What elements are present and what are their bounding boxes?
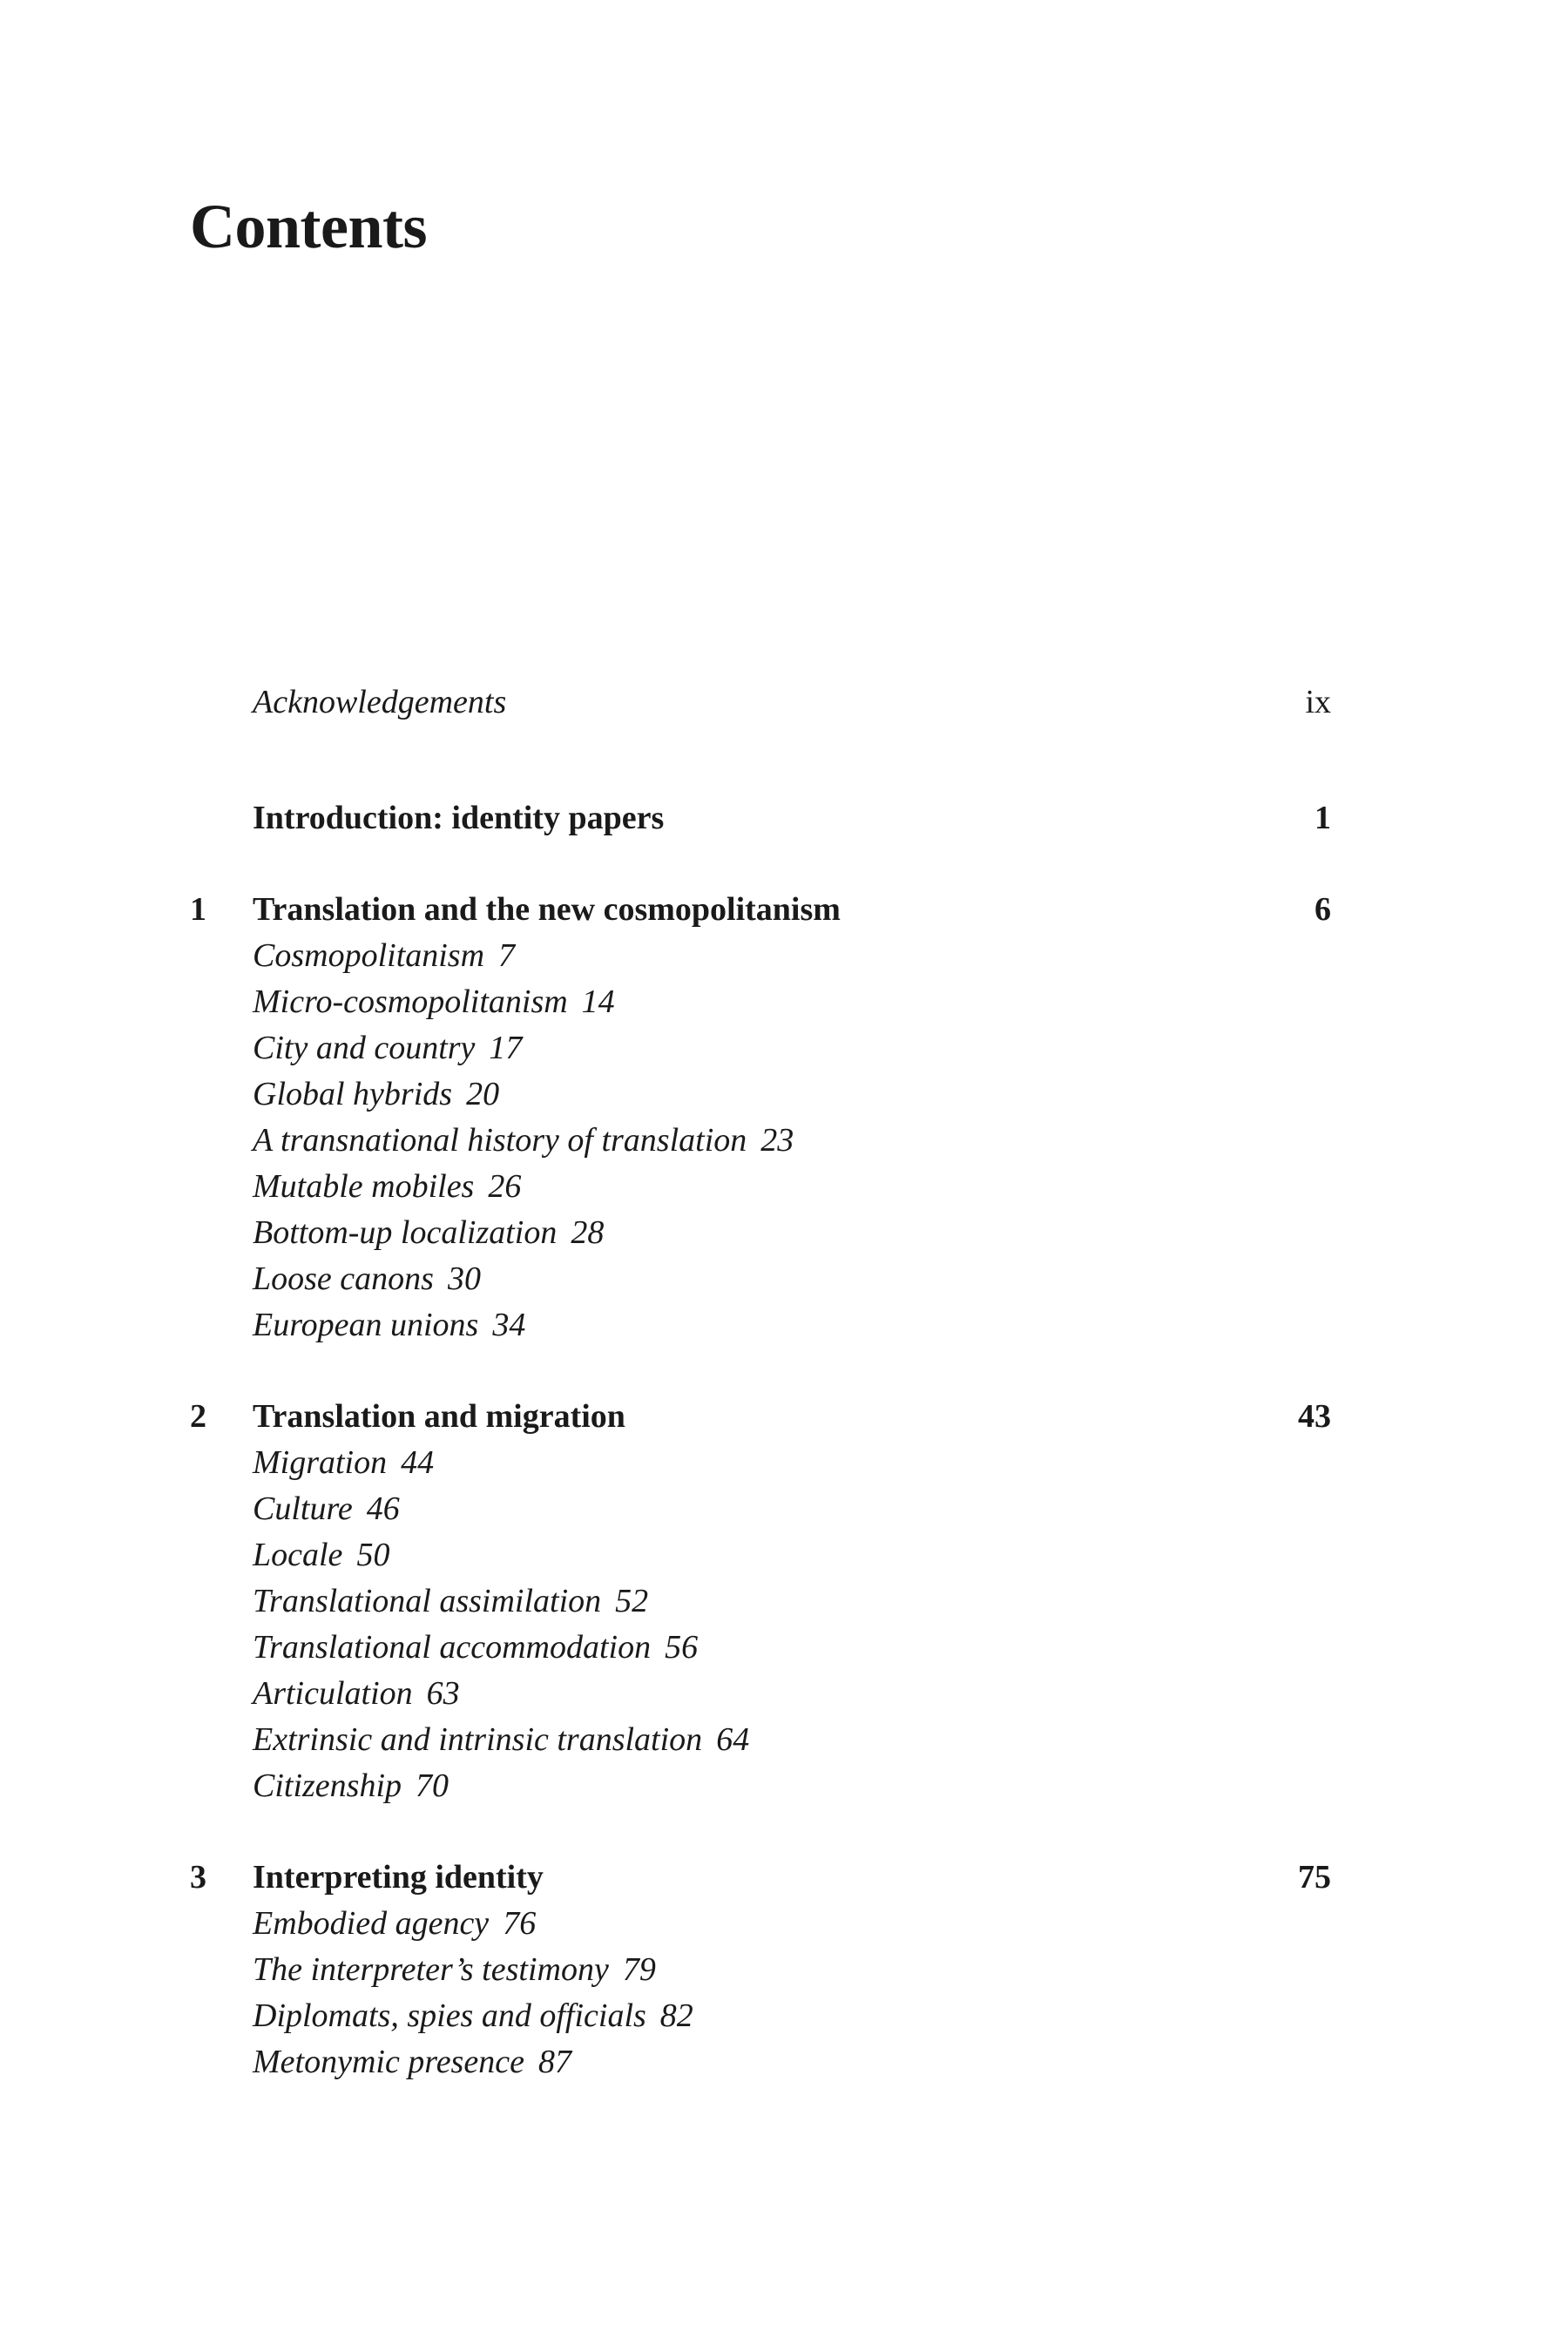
section-page: 82 [659,1997,693,2034]
chapter-title: Interpreting identity [253,1859,544,1896]
section-title [253,1486,400,1532]
section-page: 34 [492,1307,526,1343]
section-title-text: Translational accommodation [253,1629,652,1666]
section-title-text: Citizenship [253,1767,402,1804]
chapter-heading[interactable] [190,887,1331,933]
toc-entry-introduction[interactable] [190,795,1331,841]
section-page: 52 [615,1583,649,1619]
section-entry[interactable] [190,1210,1331,1256]
section-title-text: Mutable mobiles [253,1168,475,1205]
section-entry[interactable] [190,1763,1331,1809]
chapter-title: Translation and the new cosmopolitanism [253,891,841,928]
toc-entry-acknowledgements[interactable] [190,679,1331,726]
chapter-page: 75 [1298,1859,1331,1896]
section-page: 26 [488,1168,522,1205]
chapter-heading[interactable] [190,1394,1331,1440]
section-entry[interactable] [190,933,1331,979]
section-page: 14 [581,983,615,1020]
section-entry[interactable] [190,2039,1331,2085]
section-title-text: Extrinsic and intrinsic translation [253,1721,703,1758]
section-entry[interactable] [190,1302,1331,1348]
page-title: Contents [190,192,428,261]
section-entry[interactable] [190,1671,1331,1717]
section-entry[interactable] [190,1486,1331,1532]
section-title [253,1440,434,1486]
section-title-text: A transnational history of translation [253,1122,747,1159]
section-entry[interactable] [190,1717,1331,1763]
section-title [253,1118,794,1164]
section-title [253,1164,521,1210]
section-title-text: Culture [253,1490,353,1527]
chapter-heading[interactable] [190,1855,1331,1901]
section-page: 63 [426,1675,460,1712]
section-page: 76 [503,1905,537,1942]
entry-title: Introduction: identity papers [253,800,665,836]
section-page: 46 [366,1490,400,1527]
chapter-page: 6 [1315,891,1331,928]
section-entry[interactable] [190,1993,1331,2039]
section-page: 70 [416,1767,449,1804]
section-title-text: Diplomats, spies and officials [253,1997,646,2034]
section-title-text: European unions [253,1307,479,1343]
section-title-text: Micro-cosmopolitanism [253,983,568,1020]
section-entry[interactable] [190,1532,1331,1578]
section-page: 30 [447,1260,481,1297]
entry-title: Acknowledgements [253,684,507,720]
section-page: 87 [537,2044,571,2080]
section-title-text: Global hybrids [253,1076,453,1112]
section-title-text: Translational assimilation [253,1583,602,1619]
section-page: 20 [466,1076,500,1112]
section-entry[interactable] [190,1947,1331,1993]
section-page: 44 [401,1444,435,1481]
section-title [253,1993,693,2039]
section-page: 28 [571,1214,605,1251]
section-entry[interactable] [190,1440,1331,1486]
section-title [253,1578,648,1625]
section-entry[interactable] [190,1071,1331,1118]
entry-page: ix [1305,684,1331,720]
section-entry[interactable] [190,1025,1331,1071]
section-title [253,1625,698,1671]
table-of-contents [190,679,1331,2085]
section-title-text: Migration [253,1444,388,1481]
section-title [253,1763,449,1809]
section-title-text: Embodied agency [253,1905,490,1942]
section-title-text: Metonymic presence [253,2044,524,2080]
section-entry[interactable] [190,979,1331,1025]
section-title [253,2039,571,2085]
section-entry[interactable] [190,1901,1331,1947]
entry-page: 1 [1315,800,1331,836]
section-entry[interactable] [190,1578,1331,1625]
section-title [253,1025,522,1071]
section-page: 64 [716,1721,750,1758]
section-title-text: Articulation [253,1675,413,1712]
section-page: 56 [665,1629,699,1666]
section-title [253,1071,499,1118]
section-entry[interactable] [190,1256,1331,1302]
section-title-text: City and country [253,1030,476,1066]
section-title-text: Loose canons [253,1260,434,1297]
chapter-title: Translation and migration [253,1398,625,1435]
section-page: 50 [356,1537,390,1573]
chapter-number: 1 [190,891,206,928]
section-title [253,1210,604,1256]
chapter-number: 3 [190,1859,206,1896]
section-entry[interactable] [190,1118,1331,1164]
section-entry[interactable] [190,1625,1331,1671]
section-page: 79 [622,1951,656,1988]
section-title-text: Cosmopolitanism [253,937,485,974]
section-title [253,1717,749,1763]
section-title [253,933,515,979]
section-title [253,1671,460,1717]
section-page: 23 [760,1122,794,1159]
chapter-page: 43 [1298,1398,1331,1435]
chapter-number: 2 [190,1398,206,1435]
section-title-text: The interpreter’s testimony [253,1951,609,1988]
section-title [253,1901,536,1947]
section-title-text: Locale [253,1537,343,1573]
section-page: 17 [489,1030,523,1066]
section-title [253,1256,481,1302]
section-page: 7 [498,937,516,974]
section-title [253,1947,656,1993]
chapter-list [190,887,1331,2085]
section-title [253,1302,525,1348]
section-title [253,979,615,1025]
section-title-text: Bottom-up localization [253,1214,558,1251]
section-title [253,1532,389,1578]
section-entry[interactable] [190,1164,1331,1210]
